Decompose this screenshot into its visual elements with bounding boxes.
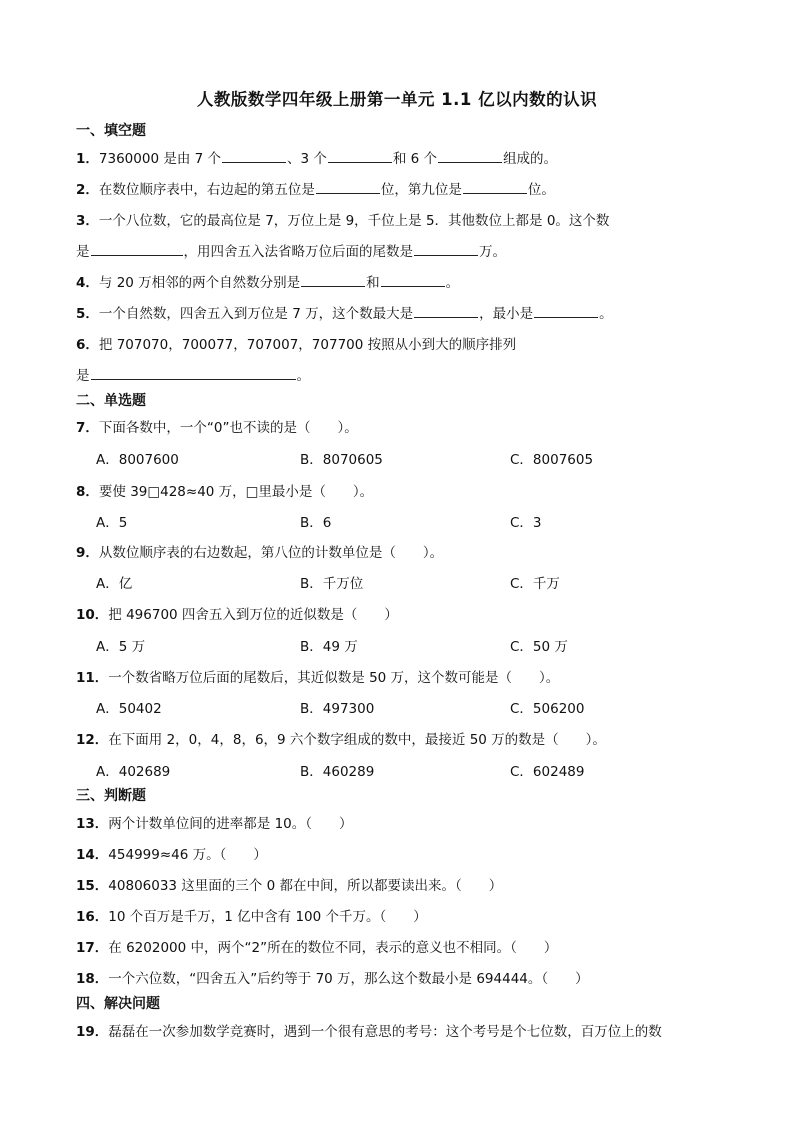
question-text: 位，第九位是 — [380, 182, 462, 198]
option-b[interactable]: B．千万位 — [300, 576, 364, 592]
option-b[interactable]: B．460289 — [300, 764, 375, 780]
question-text: 一个数省略万位后面的尾数后，其近似数是 50 万，这个数可能是（ ）。 — [108, 670, 560, 686]
question-number: 12． — [76, 732, 109, 748]
question-number: 5． — [76, 306, 99, 322]
question-text: 一个八位数，它的最高位是 7，万位上是 9，千位上是 5．其他数位上都是 0。这个数 — [98, 213, 610, 229]
question-7 — [76, 416, 358, 436]
question-18 — [76, 967, 589, 987]
question-16 — [76, 905, 427, 925]
question-number: 3． — [76, 213, 99, 229]
question-text: 把 707070，700077，707007，707700 按照从小到大的顺序排列 — [98, 337, 517, 353]
answer-blank[interactable] — [381, 272, 445, 287]
option-a[interactable]: A．8007600 — [96, 452, 179, 468]
question-text: 7360000 是由 7 个 — [98, 151, 221, 167]
question-text: 、3 个 — [287, 151, 327, 167]
question-text: 在下面用 2，0，4，8，6，9 六个数字组成的数中，最接近 50 万的数是（ ）。 — [108, 732, 606, 748]
question-number: 8． — [76, 484, 99, 500]
option-b[interactable]: B．8070605 — [300, 452, 383, 468]
answer-blank[interactable] — [534, 303, 598, 318]
question-12 — [76, 728, 606, 748]
option-c[interactable]: C．50 万 — [510, 639, 568, 655]
option-c[interactable]: C．8007605 — [510, 452, 594, 468]
question-text: 磊磊在一次参加数学竞赛时，遇到一个很有意思的考号：这个考号是个七位数，百万位上的数 — [108, 1024, 662, 1040]
question-number: 6． — [76, 337, 99, 353]
answer-blank[interactable] — [414, 303, 478, 318]
question-text: 位。 — [527, 182, 555, 198]
question-number: 16． — [76, 909, 109, 925]
answer-blank[interactable] — [463, 179, 527, 194]
option-a[interactable]: A．5 万 — [96, 639, 146, 655]
question-13 — [76, 812, 353, 832]
question-6-line-1 — [76, 333, 516, 353]
question-number: 18． — [76, 971, 109, 987]
section-heading-true-false: 三、判断题 — [76, 788, 146, 804]
question-3-line-2 — [76, 240, 506, 260]
option-a[interactable]: A．亿 — [96, 576, 133, 592]
answer-blank[interactable] — [328, 148, 392, 163]
question-text: 组成的。 — [503, 151, 558, 167]
answer-blank[interactable] — [301, 272, 365, 287]
answer-blank[interactable] — [91, 241, 183, 256]
question-4 — [76, 271, 459, 291]
answer-blank[interactable] — [91, 365, 296, 380]
option-c[interactable]: C．3 — [510, 515, 542, 531]
question-2 — [76, 178, 555, 198]
option-c[interactable]: C．千万 — [510, 576, 560, 592]
question-text: 是 — [76, 368, 90, 384]
section-heading-fill-blank: 一、填空题 — [76, 123, 146, 139]
question-text: ，最小是 — [479, 306, 534, 322]
question-text: 。 — [296, 368, 310, 384]
question-number: 11． — [76, 670, 109, 686]
answer-blank[interactable] — [414, 241, 478, 256]
question-10 — [76, 603, 398, 623]
question-text: 。 — [445, 275, 460, 291]
question-number: 4． — [76, 275, 99, 291]
option-a[interactable]: A．5 — [96, 515, 128, 531]
question-number: 14． — [76, 847, 109, 863]
question-number: 1． — [76, 151, 99, 167]
question-text: ，用四舍五入法省略万位后面的尾数是 — [183, 244, 413, 260]
question-number: 10． — [76, 607, 109, 623]
option-b[interactable]: B．497300 — [300, 701, 375, 717]
answer-blank[interactable] — [222, 148, 286, 163]
question-text: 下面各数中，一个“0”也不读的是（ ）。 — [98, 420, 358, 436]
question-number: 7． — [76, 420, 99, 436]
page-title: 人教版数学四年级上册第一单元 1.1 亿以内数的认识 — [196, 90, 598, 109]
question-text: 一个六位数，“四舍五入”后约等于 70 万，那么这个数最小是 694444。（ ） — [108, 971, 589, 987]
option-c[interactable]: C．506200 — [510, 701, 585, 717]
question-number: 15． — [76, 878, 109, 894]
question-19 — [76, 1020, 662, 1040]
question-17 — [76, 936, 557, 956]
question-text: 和 — [366, 275, 380, 291]
question-text: 万。 — [479, 244, 506, 260]
question-text: 。 — [599, 306, 613, 322]
question-text: 40806033 这里面的三个 0 都在中间，所以都要读出来。（ ） — [108, 878, 503, 894]
option-a[interactable]: A．50402 — [96, 701, 162, 717]
answer-blank[interactable] — [316, 179, 380, 194]
question-5 — [76, 302, 613, 322]
question-number: 13． — [76, 816, 109, 832]
question-11 — [76, 666, 559, 686]
question-text: 要使 39□428≈40 万，□里最小是（ ）。 — [98, 484, 374, 500]
question-text: 454999≈46 万。（ ） — [108, 847, 267, 863]
section-heading-word-problems: 四、解决问题 — [76, 996, 160, 1012]
question-6-line-2 — [76, 364, 310, 384]
question-number: 17． — [76, 940, 109, 956]
question-15 — [76, 874, 502, 894]
question-text: 从数位顺序表的右边数起，第八位的计数单位是（ ）。 — [98, 545, 444, 561]
question-text: 一个自然数，四舍五入到万位是 7 万，这个数最大是 — [98, 306, 414, 322]
question-number: 2． — [76, 182, 99, 198]
question-text: 10 个百万是千万，1 亿中含有 100 个千万。（ ） — [108, 909, 427, 925]
question-text: 与 20 万相邻的两个自然数分别是 — [98, 275, 301, 291]
option-a[interactable]: A．402689 — [96, 764, 171, 780]
question-9 — [76, 541, 443, 561]
option-b[interactable]: B．6 — [300, 515, 332, 531]
question-text: 和 6 个 — [392, 151, 438, 167]
question-8 — [76, 480, 373, 500]
question-text: 把 496700 四舍五入到万位的近似数是（ ） — [108, 607, 398, 623]
question-text: 在数位顺序表中，右边起的第五位是 — [98, 182, 315, 198]
option-c[interactable]: C．602489 — [510, 764, 585, 780]
section-heading-multiple-choice: 二、单选题 — [76, 393, 146, 409]
question-number: 19． — [76, 1024, 109, 1040]
question-3-line-1 — [76, 209, 609, 229]
question-1 — [76, 147, 557, 167]
option-b[interactable]: B．49 万 — [300, 639, 358, 655]
question-14 — [76, 843, 267, 863]
question-number: 9． — [76, 545, 99, 561]
question-text: 两个计数单位间的进率都是 10。（ ） — [108, 816, 353, 832]
answer-blank[interactable] — [438, 148, 502, 163]
question-text: 是 — [76, 244, 90, 260]
question-text: 在 6202000 中，两个“2”所在的数位不同，表示的意义也不相同。（ ） — [108, 940, 558, 956]
